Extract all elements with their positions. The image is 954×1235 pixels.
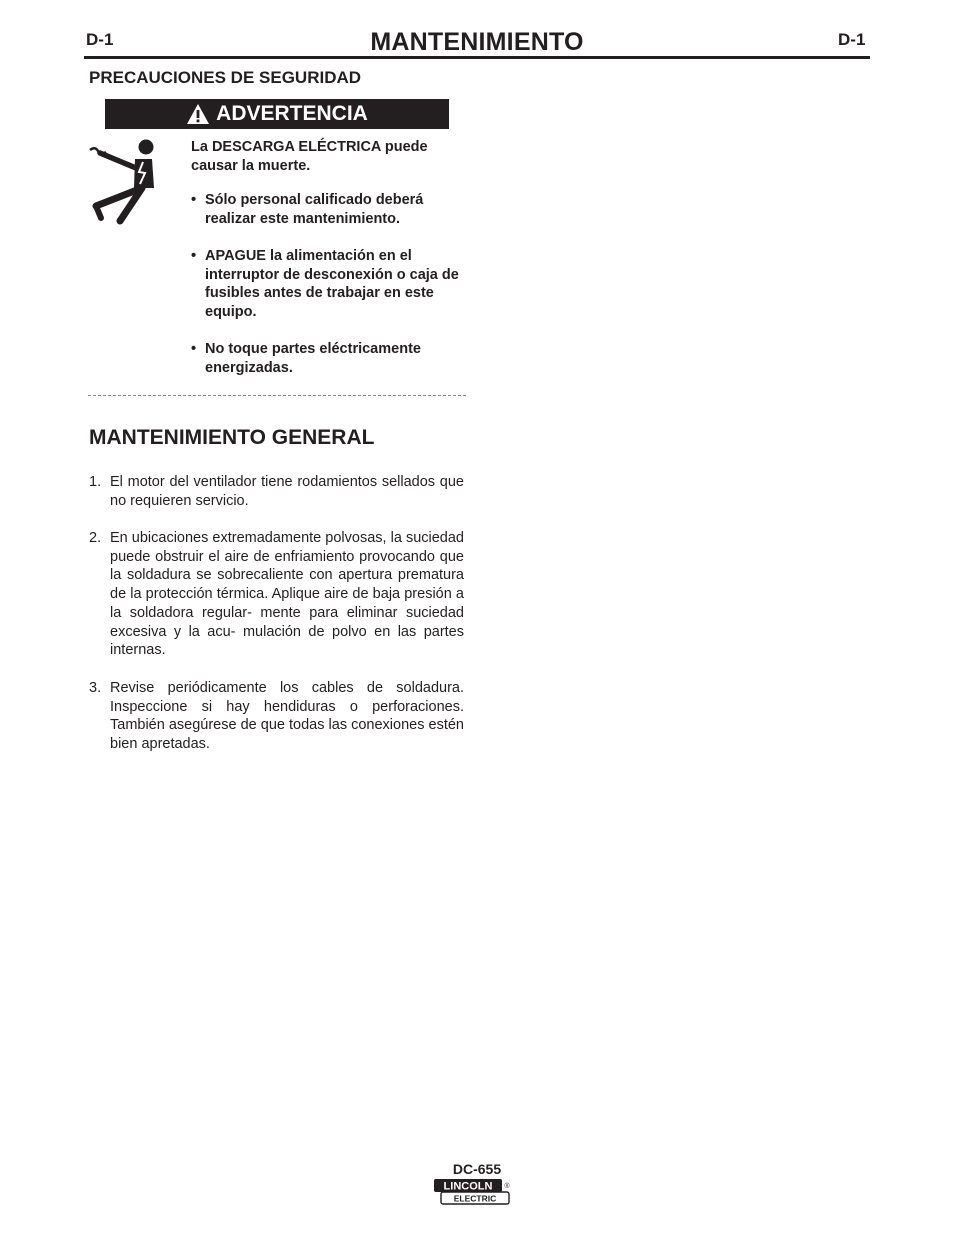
safety-bullet-text: Sólo personal calificado deberá realizar este mantenimiento. <box>205 192 424 227</box>
warning-label: ADVERTENCIA <box>216 102 368 125</box>
safety-bullet <box>191 247 466 321</box>
model-number: DC-655 <box>452 1161 502 1177</box>
shock-statement: La DESCARGA ELÉCTRICA puede causar la muerte. <box>191 139 428 174</box>
bullet-dot: • <box>191 341 197 357</box>
logo-bottom-text: ELECTRIC <box>453 1193 497 1204</box>
electric-shock-icon <box>86 138 166 228</box>
page-code-left: D-1 <box>86 30 114 49</box>
list-item <box>89 529 464 660</box>
warning-banner <box>105 99 449 129</box>
page-title: MANTENIMIENTO <box>370 28 584 56</box>
list-item <box>89 473 464 510</box>
bullet-dot: • <box>191 248 197 264</box>
list-item <box>89 679 464 754</box>
list-item-number: 3. <box>89 680 102 696</box>
page-code-right: D-1 <box>838 30 866 49</box>
safety-bullet <box>191 340 466 377</box>
logo-top-text: LINCOLN <box>443 1180 493 1193</box>
lincoln-electric-logo <box>433 1178 511 1206</box>
bullet-dot: • <box>191 192 197 208</box>
list-item-number: 1. <box>89 474 102 490</box>
safety-bullet-text: APAGUE la alimentación en el interruptor de desconexión o caja de fusibles antes de trabajar en este equipo. <box>205 248 459 320</box>
list-item-text: El motor del ventilador tiene rodamientos sellados que no requieren servicio. <box>110 474 464 509</box>
list-item-text: En ubicaciones extremadamente polvosas, la suciedad puede obstruir el aire de enfriamiento provocando que la soldadura se sobrecaliente con apertura prematura de la protección térmica. Aplique aire de baja presión a la soldadora regular- mente para eliminar suciedad excesiva y la acu- mulación de polvo en las partes internas. <box>110 530 464 659</box>
general-maintenance-heading: MANTENIMIENTO GENERAL <box>89 426 375 449</box>
warning-triangle-icon <box>186 103 210 125</box>
list-item-text: Revise periódicamente los cables de soldadura. Inspeccione si hay hendiduras o perforaciones. También asegúrese de que todas las conexiones estén bien apretadas. <box>110 680 464 753</box>
header-rule <box>84 56 870 59</box>
list-item-number: 2. <box>89 530 102 546</box>
section-divider <box>88 395 466 396</box>
safety-bullet-text: No toque partes eléctricamente energizadas. <box>205 341 421 376</box>
safety-bullet <box>191 191 466 228</box>
safety-heading: PRECAUCIONES DE SEGURIDAD <box>89 68 362 87</box>
logo-registered-mark: ® <box>504 1183 510 1190</box>
